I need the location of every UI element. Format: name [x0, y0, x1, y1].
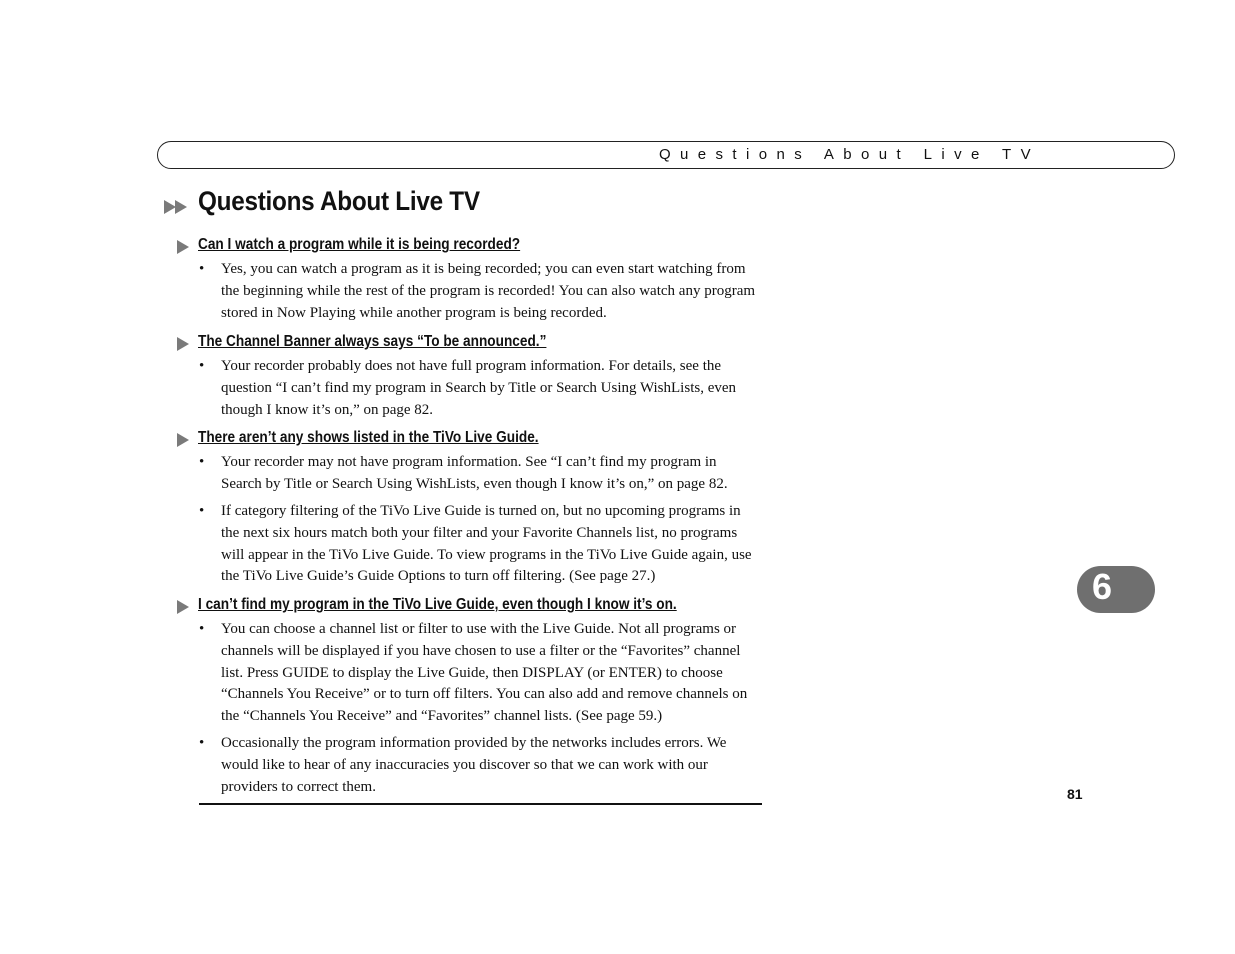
bullet-glyph: • [199, 735, 205, 751]
chapter-tab [1077, 566, 1155, 613]
page-number: 81 [1067, 786, 1083, 802]
answer-text: Your recorder probably does not have full program information. For details, see the question “I can’t find my program in Search by Title or Search Using WishLists, even though I know it’s on,” on page 82. [221, 358, 737, 418]
question-heading: The Channel Banner always says “To be announced.” [198, 333, 547, 350]
play-arrow-icon [177, 433, 189, 447]
double-play-arrow-icon [164, 200, 188, 214]
bullet-glyph: • [199, 261, 205, 277]
play-arrow-icon [177, 337, 189, 351]
answer-bullet [199, 452, 759, 496]
chapter-number: 6 [1092, 566, 1113, 607]
bullet-glyph: • [199, 621, 205, 637]
answer-bullet [199, 356, 759, 421]
bullet-glyph: • [199, 503, 205, 519]
section-divider [199, 803, 762, 805]
answer-bullet [199, 733, 759, 798]
play-arrow-icon [177, 600, 189, 614]
page-title: Questions About Live TV [198, 186, 480, 216]
question-heading: There aren’t any shows listed in the TiVo Live Guide. [198, 429, 539, 446]
answer-bullet [199, 619, 759, 728]
answer-bullet [199, 259, 759, 324]
answer-text: If category filtering of the TiVo Live Guide is turned on, but no upcoming programs in the next six hours match both your filter and your Favorite Channels list, no programs will appear in the TiVo Live Guide. To view programs in the TiVo Live Guide again, use the TiVo Live Guide’s Guide Options to turn off filtering. (See page 27.) [221, 503, 752, 585]
bullet-glyph: • [199, 358, 205, 374]
question-heading: I can’t find my program in the TiVo Live Guide, even though I know it’s on. [198, 596, 677, 613]
running-header [157, 141, 1175, 169]
answer-text: Your recorder may not have program information. See “I can’t find my program in Search by Title or Search Using WishLists, even though I know it’s on,” on page 82. [221, 454, 728, 492]
running-header-title: Questions About Live TV [658, 146, 1040, 163]
answer-text: Occasionally the program information provided by the networks includes errors. We would like to hear of any inaccuracies you discover so that we can work with our providers to correct them. [221, 735, 727, 795]
answer-text: Yes, you can watch a program as it is being recorded; you can even start watching from the beginning while the rest of the program is recorded! You can also watch any program stored in Now Playing while another program is being recorded. [221, 261, 756, 321]
question-heading: Can I watch a program while it is being recorded? [198, 236, 521, 253]
answer-text: You can choose a channel list or filter to use with the Live Guide. Not all programs or channels will be displayed if you have chosen to use a filter or the “Favorites” channel list. Press GUIDE to display the Live Guide, then DISPLAY (or ENTER) to choose “Channels You Receive” or to turn off filters. You can also add and remove channels on the “Channels You Receive” and “Favorites” channel lists. (See page 59.) [221, 621, 748, 725]
play-arrow-icon [177, 240, 189, 254]
answer-bullet [199, 501, 759, 588]
bullet-glyph: • [199, 454, 205, 470]
